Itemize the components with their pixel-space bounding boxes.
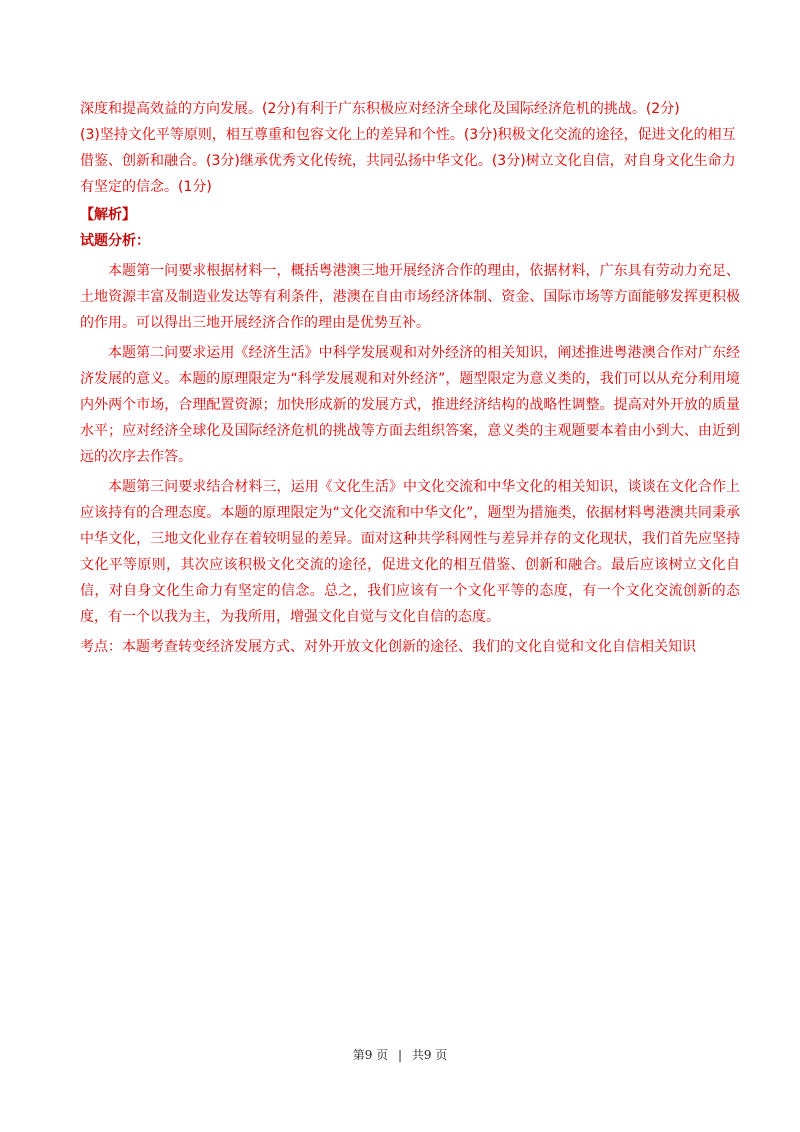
answer-line-2: (3)坚持文化平等原则，相互尊重和包容文化上的差异和个性。(3分)积极文化交流的途径，促进文化的相互借鉴、创新和融合。(3分)继承优秀文化传统，共同弘扬中华文化。(3分)树立文化自信，对自身文化生命力有坚定的信念。(1分) <box>80 127 736 195</box>
answer-line-1: 深度和提高效益的方向发展。(2分)有利于广东积极应对经济全球化及国际经济危机的挑战。(2分) <box>80 101 680 117</box>
page-separator: | <box>397 1048 403 1062</box>
total-page-count: 共9 页 <box>411 1048 448 1062</box>
document-content <box>80 96 740 660</box>
kaodian-note: 考点：本题考查转变经济发展方式、对外开放文化创新的途径、我们的文化自觉和文化自信相关知识 <box>80 639 696 655</box>
analysis-subheading: 试题分析： <box>80 233 150 249</box>
analysis-paragraph-3: 本题第三问要求结合材料三，运用《文化生活》中文化交流和中华文化的相关知识，谈谈在文化合作上应该持有的合理态度。本题的原理限定为“文化交流和中华文化”，题型为措施类，依据材料粤港澳共同秉承中华文化，三地文化业存在着较明显的差异。面对这种共学科网性与差异并存的文化现状，我们首先应坚持文化平等原则，其次应该积极文化交流的途径，促进文化的相互借鉴、创新和融合。最后应该树立文化自信，对自身文化生命力有坚定的信念。总之，我们应该有一个文化平等的态度，有一个文化交流创新的态度，有一个以我为主，为我所用，增强文化自觉与文化自信的态度。 <box>80 479 740 625</box>
page-footer <box>0 1046 800 1063</box>
analysis-heading: 【解析】 <box>80 207 136 223</box>
current-page-number: 第9 页 <box>352 1048 389 1062</box>
analysis-paragraph-2: 本题第二问要求运用《经济生活》中科学发展观和对外经济的相关知识，阐述推进粤港澳合作对广东经济发展的意义。本题的原理限定为“科学发展观和对外经济”，题型限定为意义类的，我们可以从充分利用境内外两个市场，合理配置资源；加快形成新的发展方式，推进经济结构的战略性调整。提高对外开放的质量水平；应对经济全球化及国际经济危机的挑战等方面去组织答案，意义类的主观题要本着由小到大、由近到远的次序去作答。 <box>80 345 740 465</box>
analysis-paragraph-1: 本题第一问要求根据材料一，概括粤港澳三地开展经济合作的理由，依据材料，广东具有劳动力充足、土地资源丰富及制造业发达等有利条件，港澳在自由市场经济体制、资金、国际市场等方面能够发挥更积极的作用。可以得出三地开展经济合作的理由是优势互补。 <box>80 263 740 331</box>
